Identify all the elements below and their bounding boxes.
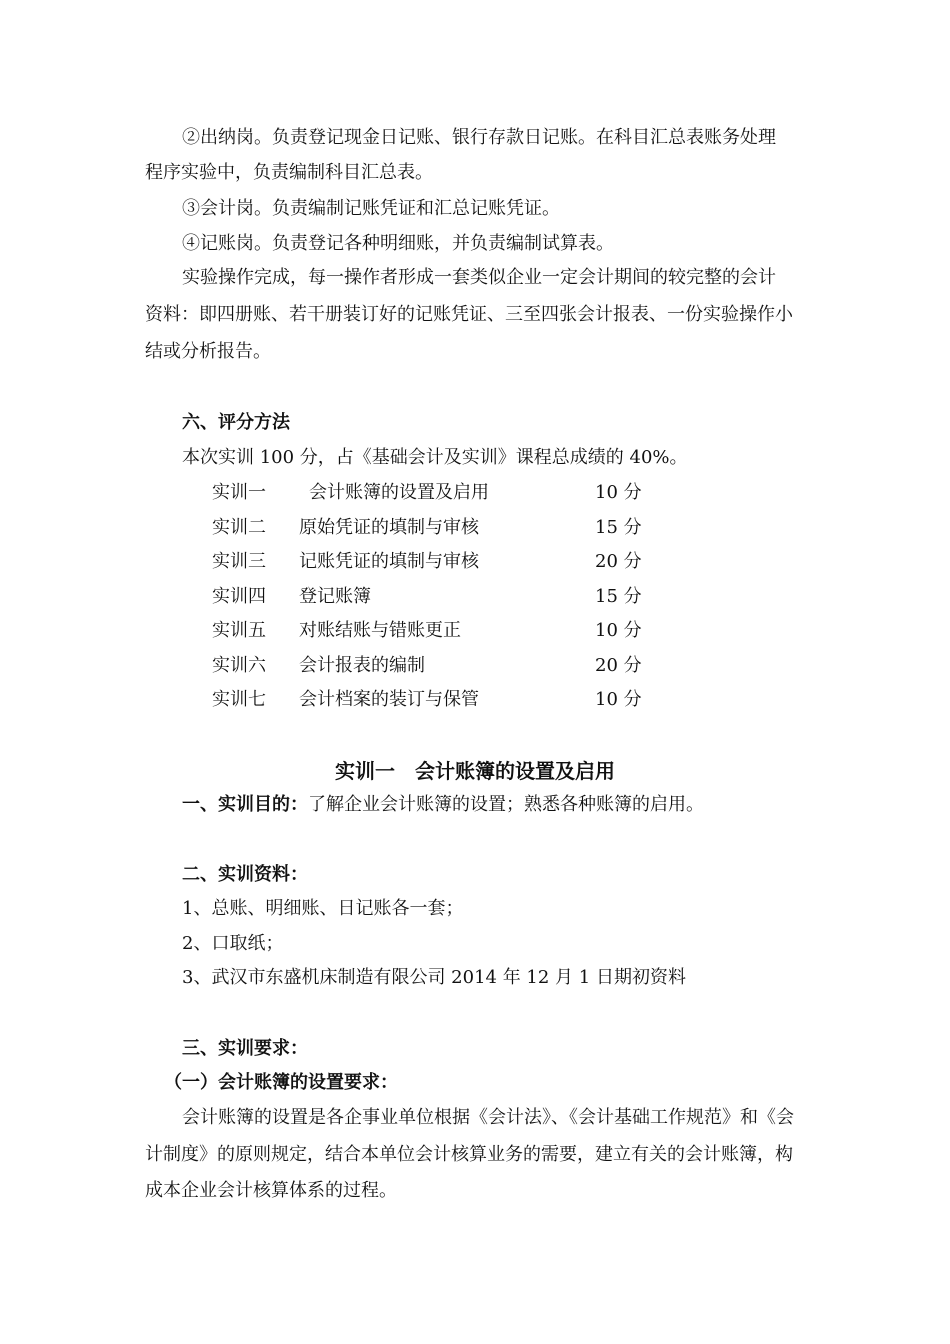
accountant-paragraph: ③会计岗。负责编制记账凭证和汇总记账凭证。 — [182, 198, 560, 219]
score-row — [212, 653, 712, 679]
score-row — [212, 584, 712, 610]
score-value: 10 分 — [595, 482, 642, 503]
score-code: 实训四 — [212, 585, 266, 607]
score-value: 10 分 — [595, 620, 642, 641]
score-code: 实训二 — [212, 516, 266, 538]
material-item: 1、总账、明细账、日记账各一套； — [182, 898, 464, 919]
cashier-paragraph-line-2: 程序实验中，负责编制科目汇总表。 — [145, 162, 433, 183]
score-name: 登记账簿 — [299, 585, 371, 607]
goal-label: 一、实训目的： — [182, 794, 308, 815]
score-value: 20 分 — [595, 551, 642, 572]
cashier-paragraph-line-1: ②出纳岗。负责登记现金日记账、银行存款日记账。在科目汇总表账务处理 — [182, 127, 776, 148]
requirements-paragraph-line-3: 成本企业会计核算体系的过程。 — [145, 1180, 397, 1201]
material-item: 2、口取纸； — [182, 933, 284, 954]
scoring-heading: 六、评分方法 — [182, 412, 290, 433]
score-code: 实训五 — [212, 620, 266, 641]
score-row — [212, 515, 712, 541]
score-name: 会计账簿的设置及启用 — [309, 482, 489, 503]
requirements-heading: 三、实训要求： — [182, 1038, 308, 1059]
score-value: 20 分 — [595, 654, 642, 676]
score-name: 原始凭证的填制与审核 — [299, 516, 479, 538]
score-value: 15 分 — [595, 585, 642, 607]
materials-heading: 二、实训资料： — [182, 864, 308, 885]
scoring-intro: 本次实训 100 分，占《基础会计及实训》课程总成绩的 40%。 — [182, 447, 688, 468]
score-name: 会计报表的编制 — [299, 654, 425, 676]
score-code: 实训三 — [212, 551, 266, 572]
requirements-paragraph-line-1: 会计账簿的设置是各企事业单位根据《会计法》、《会计基础工作规范》和《会 — [182, 1107, 794, 1128]
bookkeeper-paragraph: ④记账岗。负责登记各种明细账，并负责编制试算表。 — [182, 233, 614, 254]
training1-goal — [182, 792, 852, 818]
goal-text: 了解企业会计账簿的设置；熟悉各种账簿的启用。 — [308, 794, 704, 815]
score-row — [212, 618, 712, 644]
requirements-subheading: （一）会计账簿的设置要求： — [164, 1072, 398, 1093]
score-row — [212, 687, 712, 713]
result-paragraph-line-3: 结或分析报告。 — [145, 341, 271, 362]
score-name: 记账凭证的填制与审核 — [299, 551, 479, 572]
score-name: 对账结账与错账更正 — [299, 620, 461, 641]
score-code: 实训七 — [212, 689, 266, 710]
training1-title: 实训一 会计账簿的设置及启用 — [335, 759, 615, 783]
score-value: 15 分 — [595, 516, 642, 538]
requirements-paragraph-line-2: 计制度》的原则规定，结合本单位会计核算业务的需要，建立有关的会计账簿，构 — [145, 1144, 793, 1165]
score-row — [212, 549, 712, 575]
result-paragraph-line-1: 实验操作完成，每一操作者形成一套类似企业一定会计期间的较完整的会计 — [182, 267, 776, 288]
score-row — [212, 480, 712, 506]
score-value: 10 分 — [595, 689, 642, 710]
score-code: 实训一 — [212, 482, 266, 503]
score-code: 实训六 — [212, 654, 266, 676]
score-name: 会计档案的装订与保管 — [299, 689, 479, 710]
material-item: 3、武汉市东盛机床制造有限公司 2014 年 12 月 1 日期初资料 — [182, 967, 686, 988]
result-paragraph-line-2: 资料：即四册账、若干册装订好的记账凭证、三至四张会计报表、一份实验操作小 — [145, 304, 793, 325]
